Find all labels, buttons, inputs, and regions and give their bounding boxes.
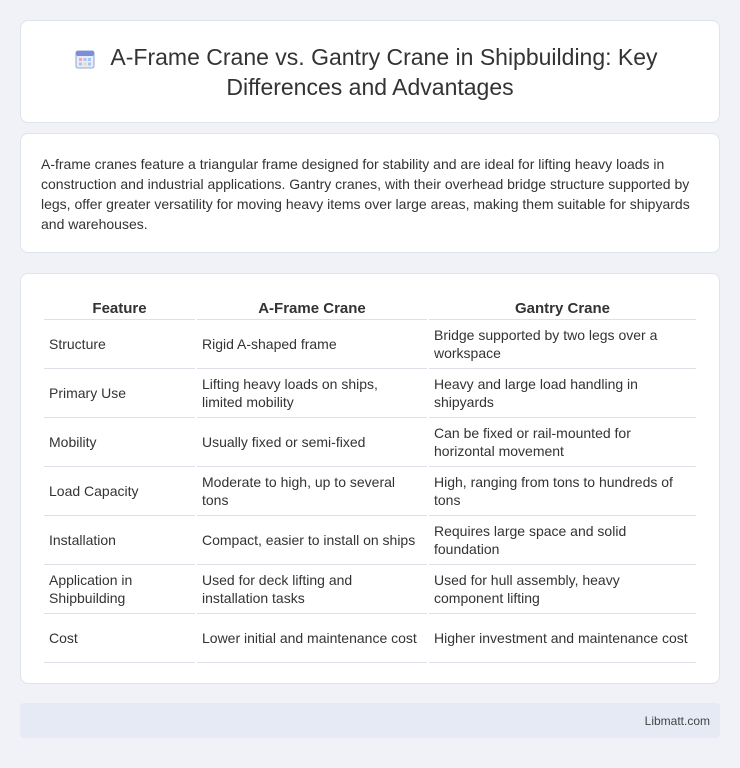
table-cell: Rigid A-shaped frame: [197, 320, 427, 369]
table-cell: Usually fixed or semi-fixed: [197, 418, 427, 467]
table-cell: Mobility: [44, 418, 195, 467]
table-cell: Can be fixed or rail-mounted for horizontal movement: [429, 418, 696, 467]
table-cell: Higher investment and maintenance cost: [429, 614, 696, 663]
table-cell: Installation: [44, 516, 195, 565]
table-cell: Lower initial and maintenance cost: [197, 614, 427, 663]
intro-text: A-frame cranes feature a triangular frame designed for stability and are ideal for lifting heavy loads in construction and industrial applications. Gantry cranes, with their overhead bridge structure supported by legs, offer greater versatility for moving heavy items over large areas, making them suitable for shipyards and warehouses.: [41, 156, 690, 232]
table-cell: Load Capacity: [44, 467, 195, 516]
table-row: [44, 614, 696, 663]
table-row: [44, 467, 696, 516]
table-cell: Requires large space and solid foundation: [429, 516, 696, 565]
intro-card: [20, 133, 720, 253]
table-cell: Cost: [44, 614, 195, 663]
table-header-row: [44, 294, 696, 320]
footer-brand-link[interactable]: Libmatt.com: [644, 713, 710, 728]
table-cell: Bridge supported by two legs over a workspace: [429, 320, 696, 369]
table-row: [44, 418, 696, 467]
table-cell: Moderate to high, up to several tons: [197, 467, 427, 516]
header-gantry: Gantry Crane: [429, 294, 696, 320]
comparison-table: [42, 294, 698, 663]
table-cell: Compact, easier to install on ships: [197, 516, 427, 565]
table-cell: Primary Use: [44, 369, 195, 418]
footer: [20, 703, 720, 738]
table-cell: Application in Shipbuilding: [44, 565, 195, 614]
table-cell: High, ranging from tons to hundreds of tons: [429, 467, 696, 516]
table-cell: Lifting heavy loads on ships, limited mobility: [197, 369, 427, 418]
table-cell: Structure: [44, 320, 195, 369]
header-card: [20, 20, 720, 123]
table-cell: Used for hull assembly, heavy component lifting: [429, 565, 696, 614]
table-row: [44, 369, 696, 418]
comparison-card: [20, 273, 720, 684]
page-title: A-Frame Crane vs. Gantry Crane in Shipbuilding: Key Differences and Advantages: [110, 43, 658, 100]
table-row: [44, 516, 696, 565]
table-cell: Heavy and large load handling in shipyards: [429, 369, 696, 418]
table-row: [44, 565, 696, 614]
table-cell: Used for deck lifting and installation tasks: [197, 565, 427, 614]
header-a-frame: A-Frame Crane: [197, 294, 427, 320]
header-feature: Feature: [44, 294, 195, 320]
table-row: [44, 320, 696, 369]
